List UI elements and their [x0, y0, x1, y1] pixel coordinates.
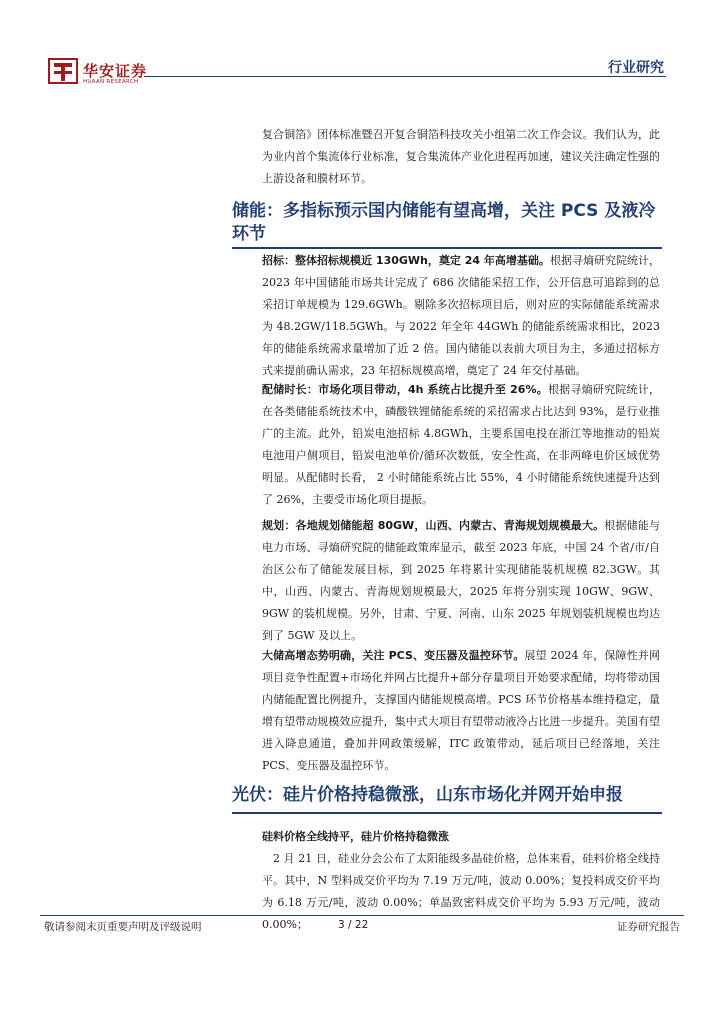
- paragraph-body: 2 月 21 日，硅业分会公布了太阳能级多晶硅价格，总体来看，硅料价格全线持平。其中，N 型料成交价平均为 7.19 万元/吨，波动 0.00%；复投料成交价平均为 6.18 万元/吨，波动 0.00%；单晶致密料成交价平均为 5.93 万元/吨，波动 0.00%；: [262, 852, 660, 931]
- header-divider: [144, 76, 666, 77]
- brand-name-english: HUAAN RESEARCH: [83, 79, 139, 85]
- report-category: 行业研究: [608, 60, 664, 76]
- footer-document-type: 证券研究报告: [617, 921, 680, 933]
- paragraph-lead: 招标：整体招标规模近 130GWh，奠定 24 年高增基础。: [262, 254, 550, 267]
- paragraph-lead: 规划：各地规划储能超 80GW，山西、内蒙古、青海规划规模最大。: [262, 519, 605, 532]
- company-logo-icon: [48, 58, 78, 84]
- paragraph-large-storage: [262, 645, 660, 777]
- footer-disclaimer: 敬请参阅末页重要声明及评级说明: [44, 921, 202, 933]
- paragraph-body: 展望 2024 年，保障性并网项目竞争性配置+市场化并网占比提升+部分存量项目开始要求配储，均将带动国内储能配置比例提升，支撑国内储能规模高增。PCS 环节价格基本维持稳定，量增有望带动规模效应提升，集中式大项目有望带动液冷占比进一步提升。美国有望进入降息通道，叠加并网政策缓解，ITC 政策带动，延后项目已经落地，关注 PCS、变压器及温控环节。: [262, 649, 660, 772]
- paragraph-planning: [262, 515, 660, 647]
- paragraph-silicon-price: [262, 848, 660, 936]
- section-title-energy-storage: 储能：多指标预示国内储能有望高增，关注 PCS 及液冷环节: [232, 201, 656, 244]
- section-divider: [232, 247, 662, 249]
- section-divider: [232, 812, 662, 814]
- paragraph-body: 根据寻熵研究院统计，2023 年中国储能市场共计完成了 686 次储能采招工作，公开信息可追踪到的总采招订单规模为 129.6GWh。剔除多次招标项目后，则对应的实际储能系统需求为 48.2GW/118.5GWh。与 2022 年全年 44GWh 的储能系统需求相比，2023 年的储能系统需求量增加了近 2 倍。国内储能以表前大项目为主，多通过招标方式来提前确认需求，23 年招标规模高增，奠定了 24 年交付基础。: [262, 254, 661, 377]
- paragraph-body: 根据寻熵研究院统计，在各类储能系统技术中，磷酸铁锂储能系统的采招需求占比达到 93%，是行业推广的主流。此外，铅炭电池招标 4.8GWh，主要系国电投在浙江等地推动的铅炭电池用户侧项目，铅炭电池单价/循环次数低，安全性高，在非两峰电价区域优势明显。从配储时长看， 2 小时储能系统占比 55%，4 小时储能系统快速提升达到了 26%，主要受市场化项目提振。: [262, 383, 660, 506]
- paragraph-lead: 大储高增态势明确，关注 PCS、变压器及温控环节。: [262, 649, 525, 662]
- paragraph-lead: 配储时长：市场化项目带动，4h 系统占比提升至 26%。: [262, 383, 548, 396]
- footer-divider: [40, 915, 684, 916]
- section-title-photovoltaic: 光伏：硅片价格持稳微涨，山东市场化并网开始申报: [232, 785, 623, 805]
- intro-paragraph: 复合铜箔》团体标准暨召开复合铜箔科技攻关小组第二次工作会议。我们认为，此为业内首个集流体行业标准，复合集流体产业化进程再加速，建议关注确定性强的上游设备和膜材环节。: [262, 128, 660, 185]
- page-number: 3 / 22: [338, 919, 369, 931]
- paragraph-storage-duration: [262, 379, 660, 511]
- paragraph-body: 根据储能与电力市场、寻熵研究院的储能政策库显示，截至 2023 年底，中国 24 个省/市/自治区公布了储能发展目标，到 2025 年将累计实现储能装机规模 82.3GW。其中，山西、内蒙古、青海规划规模最大，2025 年将分别实现 10GW、9GW、9GW 的装机规模。另外，甘肃、宁夏、河南、山东 2025 年规划装机规模也均达到了 5GW 及以上。: [262, 519, 660, 642]
- paragraph-tender: [262, 250, 660, 382]
- subheading-silicon-price: 硅料价格全线持平，硅片价格持稳微涨: [262, 830, 449, 843]
- brand-name: 华安证券: [83, 62, 148, 80]
